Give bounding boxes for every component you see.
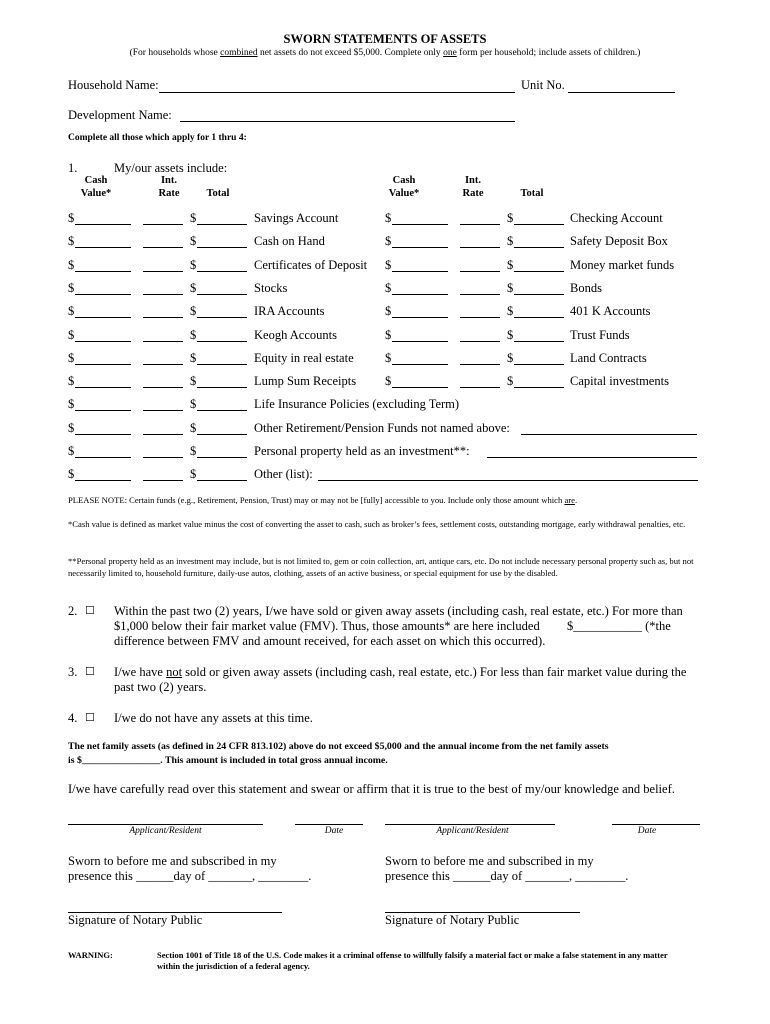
col-cash-value-right: Cash Value*: [388, 175, 420, 199]
asset-label-left: Other (list):: [254, 467, 313, 481]
int-rate-field[interactable]: [143, 456, 183, 458]
int-rate-field[interactable]: [143, 479, 183, 481]
cash-value-field[interactable]: [75, 270, 131, 272]
asset-label-right: Land Contracts: [570, 351, 647, 365]
dollar-sign: $: [190, 374, 197, 388]
page-subtitle: (For households whose combined net assets do not exceed $5,000. Complete only one form per household; include assets of children.): [129, 48, 641, 58]
asset-label-left: Cash on Hand: [254, 234, 325, 248]
dollar-sign: $: [68, 374, 75, 388]
int-rate-field[interactable]: [460, 270, 500, 272]
dollar-sign: $: [385, 351, 392, 365]
total-field[interactable]: [197, 363, 247, 365]
int-rate-field[interactable]: [143, 386, 183, 388]
dollar-sign: $: [68, 444, 75, 458]
total-field[interactable]: [197, 293, 247, 295]
dollar-sign: $: [190, 234, 197, 248]
cash-value-field[interactable]: [75, 386, 131, 388]
section3-checkbox[interactable]: ☐: [85, 666, 95, 678]
dollar-sign: $: [385, 374, 392, 388]
dollar-sign: $: [68, 351, 75, 365]
household-name-field[interactable]: [159, 91, 515, 93]
cash-value-field[interactable]: [75, 456, 131, 458]
col-int-rate-left: Int. Rate: [158, 175, 180, 199]
dollar-sign: $: [507, 328, 514, 342]
asset-label-right: Trust Funds: [570, 328, 630, 342]
cash-value-field[interactable]: [75, 246, 131, 248]
cash-value-field[interactable]: [392, 246, 448, 248]
applicant-signature-line-2[interactable]: [385, 823, 555, 825]
page-title: SWORN STATEMENTS OF ASSETS: [283, 32, 487, 46]
applicant-label-2: Applicant/Resident: [436, 826, 509, 836]
personal-property-note: **Personal property held as an investment may include, but is not limited to, gem or coin collection, art, antique cars, etc. Do not include necessary personal property such as, but not necessarily limited to, household furniture, daily-use autos, clothing, assets of an active business, or special equipment for use by the disabled.: [68, 556, 694, 578]
int-rate-field[interactable]: [143, 409, 183, 411]
total-field[interactable]: [514, 246, 564, 248]
section1-heading: My/our assets include:: [114, 161, 228, 175]
dollar-sign: $: [68, 304, 75, 318]
unit-no-label: Unit No.: [521, 78, 565, 92]
total-field[interactable]: [514, 223, 564, 225]
cash-value-field[interactable]: [75, 433, 131, 435]
section3-line1: I/we have not sold or given away assets (including cash, real estate, etc.) For less than fair market value during the: [114, 665, 687, 679]
cash-value-field[interactable]: [75, 293, 131, 295]
instruction-text: Complete all those which apply for 1 thru 4:: [68, 133, 247, 143]
asset-label-left: Savings Account: [254, 211, 339, 225]
fill-in-line[interactable]: [487, 456, 697, 458]
int-rate-field[interactable]: [460, 340, 500, 342]
dollar-sign: $: [190, 444, 197, 458]
total-field[interactable]: [197, 223, 247, 225]
affirmation: I/we have carefully read over this statement and swear or affirm that it is true to the best of my/our knowledge and belief.: [68, 782, 675, 796]
cash-value-field[interactable]: [392, 316, 448, 318]
section3-number: 3.: [68, 665, 78, 679]
net-assets-line2: is $________________. This amount is included in total gross annual income.: [68, 755, 388, 766]
please-note: PLEASE NOTE: Certain funds (e.g., Retirement, Pension, Trust) may or may not be [fully] accessible to you. Include only those amount which are.: [68, 495, 578, 505]
applicant-label-1: Applicant/Resident: [129, 826, 202, 836]
fill-in-line[interactable]: [318, 479, 698, 481]
total-field[interactable]: [514, 340, 564, 342]
sworn-line2-right[interactable]: presence this ______day of _______, ________.: [385, 869, 629, 883]
section4-checkbox[interactable]: ☐: [85, 712, 95, 724]
warning-line2: within the jurisdiction of a federal agency.: [157, 961, 310, 971]
cash-value-field[interactable]: [75, 409, 131, 411]
total-field[interactable]: [197, 270, 247, 272]
total-field[interactable]: [197, 340, 247, 342]
date-line-1[interactable]: [295, 823, 363, 825]
dollar-sign: $: [190, 258, 197, 272]
section3-line2: past two (2) years.: [114, 680, 207, 694]
dollar-sign: $: [68, 467, 75, 481]
asset-label-left: Life Insurance Policies (excluding Term): [254, 397, 460, 411]
dollar-sign: $: [68, 234, 75, 248]
asset-label-left: Personal property held as an investment**:: [254, 444, 470, 458]
asset-label-right: Bonds: [570, 281, 602, 295]
cash-value-field[interactable]: [392, 386, 448, 388]
int-rate-field[interactable]: [143, 340, 183, 342]
col-cash-value-left: Cash Value*: [80, 175, 112, 199]
asset-label-right: Checking Account: [570, 211, 663, 225]
dollar-sign: $: [190, 211, 197, 225]
dollar-sign: $: [68, 328, 75, 342]
total-field[interactable]: [197, 316, 247, 318]
int-rate-field[interactable]: [143, 363, 183, 365]
total-field[interactable]: [514, 363, 564, 365]
section2-line2: $1,000 below their fair market value (FMV). Thus, those amounts* are here included: [114, 619, 540, 633]
asset-label-right: 401 K Accounts: [570, 304, 651, 318]
date-label-2: Date: [637, 826, 657, 836]
int-rate-field[interactable]: [460, 293, 500, 295]
cash-value-field[interactable]: [75, 340, 131, 342]
int-rate-field[interactable]: [460, 246, 500, 248]
notary-label-2: Signature of Notary Public: [385, 913, 520, 927]
col-total-right: Total: [520, 188, 544, 199]
total-field[interactable]: [514, 386, 564, 388]
section4-line1: I/we do not have any assets at this time.: [114, 711, 313, 725]
int-rate-field[interactable]: [143, 433, 183, 435]
total-field[interactable]: [197, 479, 247, 481]
cash-value-field[interactable]: [75, 363, 131, 365]
total-field[interactable]: [197, 246, 247, 248]
total-field[interactable]: [197, 433, 247, 435]
dollar-sign: $: [190, 467, 197, 481]
cash-value-field[interactable]: [392, 223, 448, 225]
cash-value-field[interactable]: [75, 316, 131, 318]
dollar-sign: $: [507, 281, 514, 295]
col-total-left: Total: [206, 188, 230, 199]
cash-value-field[interactable]: [392, 293, 448, 295]
asset-label-right: Capital investments: [570, 374, 669, 388]
total-field[interactable]: [197, 456, 247, 458]
total-field[interactable]: [514, 316, 564, 318]
section2-number: 2.: [68, 604, 78, 618]
dollar-sign: $: [68, 258, 75, 272]
section2-line3: difference between FMV and amount received, for each asset on which this occurred).: [114, 634, 546, 648]
total-field[interactable]: [514, 293, 564, 295]
applicant-signature-line-1[interactable]: [68, 823, 263, 825]
notary-label-1: Signature of Notary Public: [68, 913, 203, 927]
asset-label-left: Equity in real estate: [254, 351, 354, 365]
dollar-sign: $: [190, 304, 197, 318]
dollar-sign: $: [385, 234, 392, 248]
dollar-sign: $: [507, 304, 514, 318]
int-rate-field[interactable]: [143, 246, 183, 248]
int-rate-field[interactable]: [143, 270, 183, 272]
sworn-line1-right: Sworn to before me and subscribed in my: [385, 854, 594, 868]
asset-label-right: Safety Deposit Box: [570, 234, 668, 248]
dollar-sign: $: [507, 258, 514, 272]
cash-value-field[interactable]: [75, 223, 131, 225]
dollar-sign: $: [507, 211, 514, 225]
asset-label-right: Money market funds: [570, 258, 675, 272]
asset-label-left: Lump Sum Receipts: [254, 374, 357, 388]
dollar-sign: $: [68, 397, 75, 411]
dollar-sign: $: [507, 234, 514, 248]
dollar-sign: $: [190, 351, 197, 365]
dollar-sign: $: [190, 328, 197, 342]
int-rate-field[interactable]: [143, 223, 183, 225]
dollar-sign: $: [190, 397, 197, 411]
section1-number: 1.: [68, 161, 78, 175]
asset-label-left: Certificates of Deposit: [254, 258, 368, 272]
asset-label-left: Keogh Accounts: [254, 328, 337, 342]
cash-value-field[interactable]: [392, 270, 448, 272]
int-rate-field[interactable]: [460, 316, 500, 318]
dollar-sign: $: [507, 374, 514, 388]
total-field[interactable]: [197, 409, 247, 411]
development-name-label: Development Name:: [68, 108, 172, 122]
dollar-sign: $: [385, 258, 392, 272]
development-name-field[interactable]: [180, 120, 515, 122]
asset-label-left: Stocks: [254, 281, 288, 295]
dollar-sign: $: [68, 421, 75, 435]
int-rate-field[interactable]: [460, 363, 500, 365]
dollar-sign: $: [385, 328, 392, 342]
sworn-line2-left[interactable]: presence this ______day of _______, ________.: [68, 869, 312, 883]
fill-in-line[interactable]: [521, 433, 697, 435]
section2-checkbox[interactable]: ☐: [85, 605, 95, 617]
dollar-sign: $: [385, 281, 392, 295]
dollar-sign: $: [190, 281, 197, 295]
dollar-sign: $: [385, 304, 392, 318]
unit-no-field[interactable]: [568, 91, 675, 93]
cash-value-field[interactable]: [392, 363, 448, 365]
cash-value-field[interactable]: [75, 479, 131, 481]
warning-line1: Section 1001 of Title 18 of the U.S. Code makes it a criminal offense to willfully falsify a material fact or make a false statement in any matter: [157, 950, 668, 960]
dollar-sign: $: [68, 281, 75, 295]
int-rate-field[interactable]: [460, 386, 500, 388]
date-label-1: Date: [324, 826, 344, 836]
section2-amount[interactable]: $___________ (*the: [567, 619, 671, 633]
int-rate-field[interactable]: [460, 223, 500, 225]
cash-value-field[interactable]: [392, 340, 448, 342]
col-int-rate-right: Int. Rate: [462, 175, 484, 199]
asset-label-left: Other Retirement/Pension Funds not named above:: [254, 421, 510, 435]
dollar-sign: $: [385, 211, 392, 225]
total-field[interactable]: [514, 270, 564, 272]
date-line-2[interactable]: [612, 823, 700, 825]
asset-label-left: IRA Accounts: [254, 304, 325, 318]
total-field[interactable]: [197, 386, 247, 388]
cash-value-note: *Cash value is defined as market value minus the cost of converting the asset to cash, such as broker’s fees, settlement costs, outstanding mortgage, early withdrawal penalties, etc.: [68, 519, 686, 529]
section4-number: 4.: [68, 711, 78, 725]
sworn-line1-left: Sworn to before me and subscribed in my: [68, 854, 277, 868]
dollar-sign: $: [507, 351, 514, 365]
section2-line1: Within the past two (2) years, I/we have sold or given away assets (including cash, real estate, etc.) For more than: [114, 604, 683, 618]
dollar-sign: $: [190, 421, 197, 435]
warning-label: WARNING:: [68, 950, 113, 960]
int-rate-field[interactable]: [143, 316, 183, 318]
net-assets-line1: The net family assets (as defined in 24 CFR 813.102) above do not exceed $5,000 and the annual income from the net family assets: [68, 741, 609, 752]
int-rate-field[interactable]: [143, 293, 183, 295]
dollar-sign: $: [68, 211, 75, 225]
household-name-label: Household Name:: [68, 78, 159, 92]
